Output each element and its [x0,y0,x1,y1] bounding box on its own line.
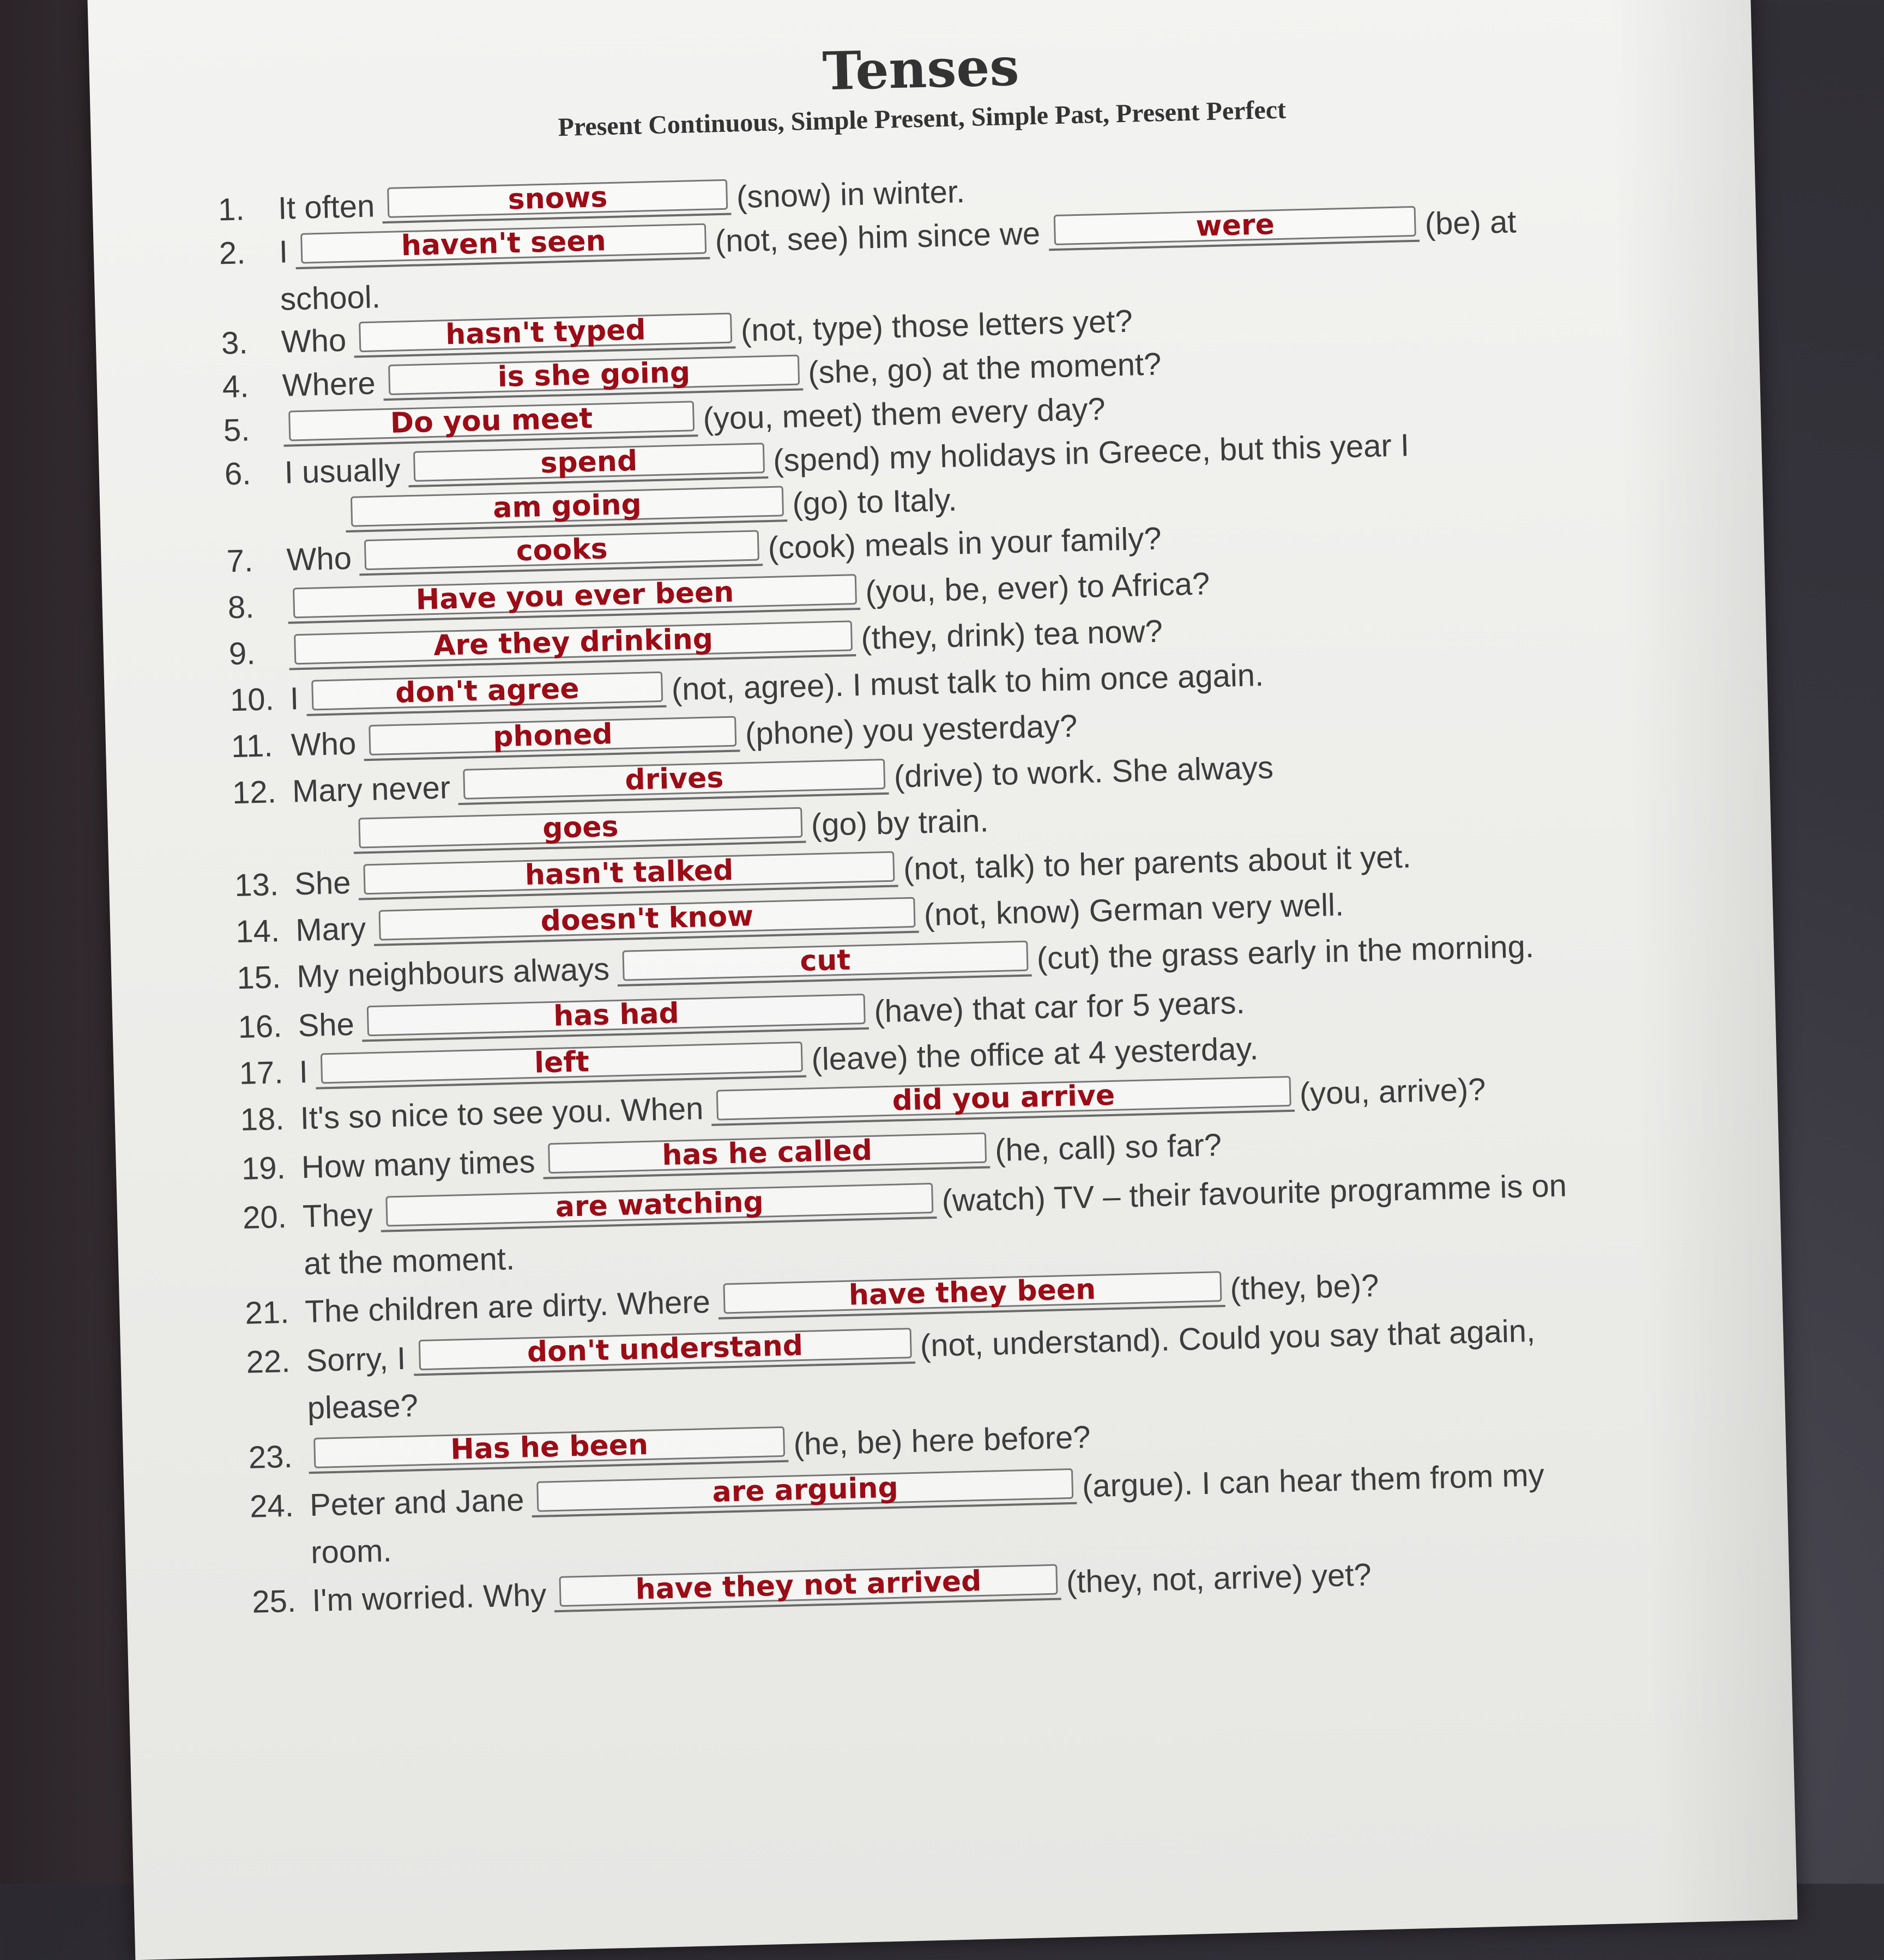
exercise-list [87,0,1797,1960]
verb-hint: (have) that car for 5 years. [873,984,1246,1030]
answer-box[interactable] [388,355,800,395]
verb-hint: (not, understand). Could you say that again, [920,1312,1536,1364]
item-number: 6. [224,455,251,492]
sentence-start: My neighbours always [296,951,610,994]
verb-hint: (they, drink) tea now? [860,613,1163,656]
answer-text: hasn't talked [524,854,734,892]
sentence-start: I [289,680,299,717]
sentence-start: Mary never [292,769,451,809]
answer-blank[interactable] [717,1271,1225,1320]
verb-hint: (you, meet) them every day? [702,391,1106,437]
answer-box[interactable] [723,1271,1222,1314]
item-number: 25. [251,1583,297,1620]
answer-blank[interactable] [380,1183,937,1232]
sentence-continuation: please? [306,1388,419,1426]
answer-text: have they been [848,1273,1096,1312]
verb-hint: (they, not, arrive) yet? [1066,1557,1372,1600]
answer-text: snows [507,181,608,216]
item-number: 24. [249,1487,294,1525]
answer-text: has had [553,997,680,1033]
answer-text: am going [492,488,642,525]
answer-blank[interactable] [617,940,1031,987]
verb-hint: (go) by train. [811,802,989,843]
answer-box[interactable] [378,897,915,941]
answer-box[interactable] [293,574,857,618]
answer-blank[interactable] [413,1328,915,1376]
answer-text: Are they drinking [433,622,714,663]
answer-text: hasn't typed [445,313,647,352]
answer-box[interactable] [385,1183,933,1227]
verb-hint: (spend) my holidays in Greece, but this year I [772,427,1410,479]
answer-text: haven't seen [401,225,607,263]
answer-text: left [534,1045,590,1080]
sentence-start: They [302,1196,373,1234]
answer-text: phoned [492,718,613,754]
sentence-start: I [298,1054,309,1090]
worksheet-title: Tenses [822,35,1020,102]
verb-hint: (cook) meals in your family? [767,520,1162,566]
answer-box[interactable] [548,1133,987,1174]
answer-text: spend [540,444,638,480]
answer-box[interactable] [463,759,885,800]
item-number: 10. [230,681,275,718]
verb-hint: (you, arrive)? [1299,1071,1487,1112]
item-number: 15. [236,959,281,996]
sentence-start: I [279,233,288,270]
answer-box[interactable] [351,486,784,527]
answer-text: are arguing [711,1471,899,1509]
answer-text: Do you meet [390,402,593,440]
verb-hint: (not, know) German very well. [923,886,1344,933]
answer-blank[interactable] [710,1076,1294,1126]
item-number: 3. [221,324,249,361]
exercise-line [251,1551,1372,1625]
answer-box[interactable] [537,1468,1074,1512]
verb-hint: (be) at [1424,203,1517,241]
sentence-continuation: school. [280,279,381,317]
answer-box[interactable] [321,1042,803,1084]
item-number: 22. [245,1343,291,1380]
item-number: 1. [218,191,245,228]
answer-box[interactable] [716,1076,1291,1121]
verb-hint: (not, agree). I must talk to him once again. [671,657,1264,707]
item-number: 18. [239,1100,285,1138]
answer-blank[interactable] [532,1468,1077,1517]
item-number: 14. [235,912,280,949]
item-number: 17. [238,1054,284,1091]
item-number: 23. [248,1438,293,1475]
item-number: 19. [241,1150,286,1187]
item-number: 2. [219,234,246,271]
answer-blank[interactable] [359,530,763,576]
answer-text: did you arrive [891,1079,1115,1117]
answer-text: don't understand [527,1329,804,1369]
answer-text: cooks [516,533,608,568]
item-number: 12. [232,773,277,810]
verb-hint: (he, be) here before? [793,1419,1091,1462]
answer-text: doesn't know [540,899,754,938]
item-number: 11. [231,727,274,764]
answer-blank[interactable] [353,312,735,358]
item-number: 4. [222,368,250,404]
sentence-start: Mary [295,910,366,948]
answer-text: are watching [555,1185,764,1224]
answer-box[interactable] [367,994,866,1036]
answer-box[interactable] [1054,206,1416,245]
verb-hint: (go) to Italy. [792,482,958,522]
answer-box[interactable] [358,807,802,849]
answer-box[interactable] [622,941,1028,981]
answer-text: is she going [497,356,691,394]
verb-hint: (drive) to work. She always [893,749,1274,795]
answer-box[interactable] [418,1328,911,1370]
answer-box[interactable] [364,851,895,895]
verb-hint: (they, be)? [1229,1267,1380,1307]
sentence-start: How many times [301,1144,536,1185]
answer-blank[interactable] [353,807,806,854]
sentence-start: Where [282,365,376,403]
item-number: 5. [223,412,251,448]
verb-hint: (snow) in winter. [736,173,965,215]
verb-hint: (she, go) at the moment? [807,346,1162,390]
verb-hint: (watch) TV – their favourite programme is on [941,1167,1567,1219]
answer-blank[interactable] [315,1042,806,1090]
item-number [286,515,346,516]
item-number: 20. [242,1199,287,1236]
answer-box[interactable] [559,1564,1058,1607]
verb-hint: (not, type) those letters yet? [740,303,1133,348]
item-number: 13. [234,866,279,903]
item-number: 21. [244,1294,289,1331]
sentence-start: She [297,1006,355,1043]
sentence-continuation: room. [310,1533,392,1571]
answer-blank[interactable] [288,620,856,670]
answer-box[interactable] [364,530,759,570]
answer-text: don't agree [395,672,580,710]
answer-text: Have you ever been [415,576,734,616]
answer-box[interactable] [413,443,765,482]
answer-blank[interactable] [306,672,666,716]
answer-text: has he called [661,1134,873,1172]
answer-blank[interactable] [408,443,768,487]
answer-text: were [1195,208,1275,243]
sentence-start: She [294,864,352,902]
answer-blank[interactable] [363,716,740,761]
sentence-start: I usually [284,452,401,491]
sentence-start: Who [281,322,347,360]
verb-hint: (cut) the grass early in the morning. [1036,928,1535,976]
answer-text: cut [799,943,851,978]
verb-hint: (you, be, ever) to Africa? [865,565,1210,610]
item-number: 9. [228,635,256,672]
answer-blank[interactable] [373,897,919,946]
sentence-start: It often [277,188,376,226]
worksheet-subtitle: Present Continuous, Simple Present, Simple Past, Present Perfect [557,95,1287,142]
answer-box[interactable] [387,179,728,218]
item-number: 8. [227,589,255,625]
verb-hint: (not, talk) to her parents about it yet. [903,838,1412,887]
answer-text: goes [542,810,619,845]
verb-hint: (leave) the office at 4 yesterday. [811,1030,1259,1077]
answer-blank[interactable] [382,179,731,224]
worksheet-paper [87,0,1797,1960]
verb-hint: (phone) you yesterday? [745,707,1078,752]
answer-blank[interactable] [361,994,869,1042]
sentence-start: The children are dirty. Where [304,1284,711,1329]
item-number [293,836,353,838]
answer-blank[interactable] [308,1426,788,1474]
verb-hint: (argue). I can hear them from my [1082,1457,1545,1504]
sentence-start: It's so nice to see you. When [299,1090,704,1136]
item-number: 16. [237,1008,283,1045]
answer-text: have they not arrived [635,1565,982,1606]
answer-blank[interactable] [542,1132,990,1179]
verb-hint: (he, call) so far? [994,1127,1222,1168]
answer-box[interactable] [313,1426,785,1468]
answer-box[interactable] [288,401,695,441]
answer-text: drives [624,761,724,797]
item-number: 7. [226,542,253,579]
sentence-start: Who [291,725,357,763]
sentence-continuation: at the moment. [303,1241,515,1282]
answer-blank[interactable] [358,851,898,900]
answer-blank[interactable] [1048,206,1420,251]
answer-box[interactable] [300,223,706,264]
answer-box[interactable] [359,313,732,353]
sentence-start: Peter and Jane [309,1482,525,1523]
sentence-start: Sorry, I [305,1340,406,1378]
answer-blank[interactable] [457,759,889,805]
answer-text: Has he been [450,1428,649,1466]
answer-blank[interactable] [295,223,710,270]
sentence-start: I'm worried. Why [311,1577,547,1618]
verb-hint: (not, see) him since we [715,215,1041,259]
answer-box[interactable] [369,716,736,755]
answer-box[interactable] [311,672,663,711]
answer-blank[interactable] [553,1564,1061,1613]
sentence-start: Who [286,540,352,578]
answer-box[interactable] [294,620,853,664]
